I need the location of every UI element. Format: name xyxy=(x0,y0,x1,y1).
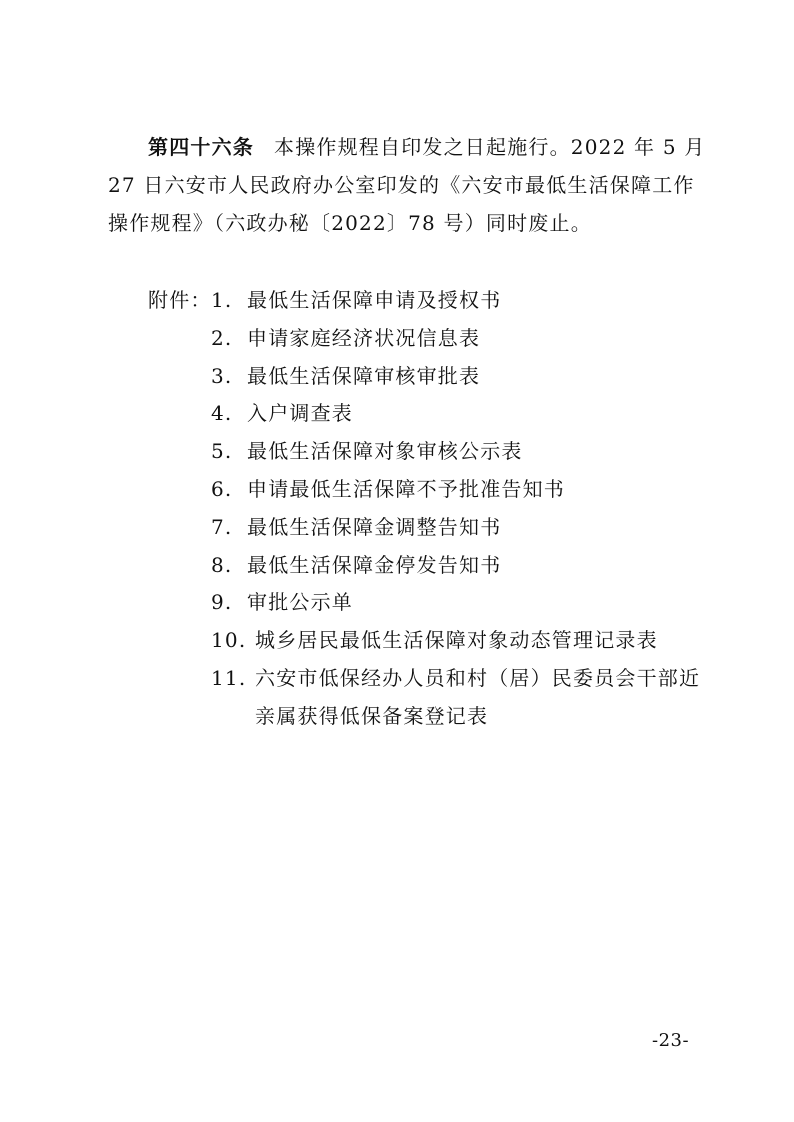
attachment-number: 3. xyxy=(211,363,233,388)
attachment-title: 申请最低生活保障不予批准告知书 xyxy=(247,476,565,501)
attachment-title-continuation: 亲属获得低保备案登记表 xyxy=(255,703,489,728)
article-heading: 第四十六条 xyxy=(148,135,254,159)
attachments-label: 附件： xyxy=(148,288,212,312)
attachment-title: 申请家庭经济状况信息表 xyxy=(247,325,481,350)
list-item xyxy=(148,433,708,471)
attachment-title: 最低生活保障金调整告知书 xyxy=(247,514,502,539)
list-item xyxy=(148,660,708,698)
attachment-number: 2. xyxy=(211,325,233,350)
list-item xyxy=(148,395,708,433)
attachment-number: 8. xyxy=(211,552,233,577)
attachment-title: 入户调查表 xyxy=(247,401,353,426)
list-item xyxy=(148,282,708,320)
attachment-title: 审批公示单 xyxy=(247,590,353,615)
attachment-number: 4. xyxy=(211,401,233,426)
article-line-3: 操作规程》（六政办秘〔2022〕78 号）同时废止。 xyxy=(108,211,592,235)
article-text-1: 本操作规程自印发之日起施行。2022 年 5 月 xyxy=(274,135,706,159)
page-number: -23- xyxy=(652,1030,690,1051)
list-item xyxy=(148,622,708,660)
list-item xyxy=(148,509,708,547)
list-item xyxy=(148,584,708,622)
attachment-title: 六安市低保经办人员和村（居）民委员会干部近 xyxy=(255,665,701,690)
attachment-number: 5. xyxy=(211,439,233,464)
article-line-1 xyxy=(108,128,706,166)
article-line-2: 27 日六安市人民政府办公室印发的《六安市最低生活保障工作 xyxy=(108,173,695,197)
attachment-title: 最低生活保障对象审核公示表 xyxy=(247,439,523,464)
list-item xyxy=(148,471,708,509)
attachment-title: 最低生活保障审核审批表 xyxy=(247,363,481,388)
attachment-title: 最低生活保障金停发告知书 xyxy=(247,552,502,577)
attachment-number: 10. xyxy=(211,628,247,653)
attachment-number: 9. xyxy=(211,590,233,615)
attachment-number: 7. xyxy=(211,514,233,539)
list-item xyxy=(148,547,708,585)
list-item-continuation xyxy=(148,698,708,736)
attachment-title: 城乡居民最低生活保障对象动态管理记录表 xyxy=(255,628,658,653)
attachment-number: 11. xyxy=(211,665,247,690)
attachment-number: 6. xyxy=(211,476,233,501)
attachment-number: 1. xyxy=(211,288,233,312)
list-item xyxy=(148,320,708,358)
list-item xyxy=(148,358,708,396)
attachment-title: 最低生活保障申请及授权书 xyxy=(247,288,502,312)
article-46 xyxy=(108,128,706,242)
attachments-list xyxy=(148,282,708,736)
